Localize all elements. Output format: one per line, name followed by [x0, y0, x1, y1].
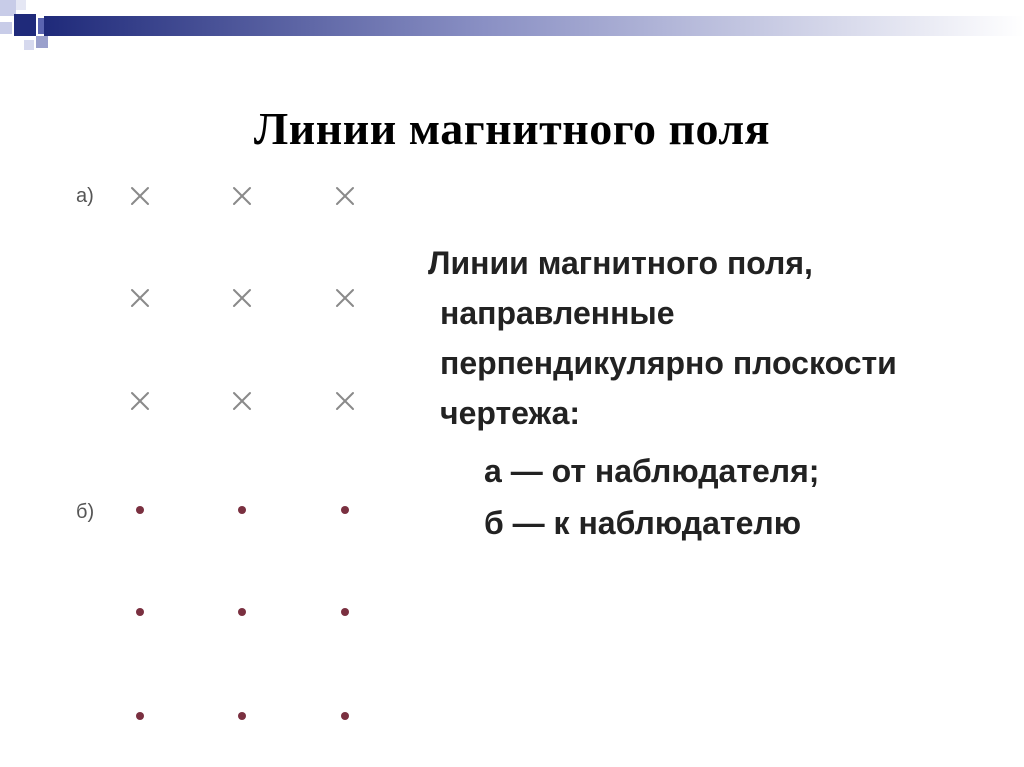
header-decoration	[0, 0, 1024, 60]
deco-square	[0, 22, 12, 34]
body-line: перпендикулярно плоскости	[440, 345, 897, 381]
cross-icon	[132, 290, 148, 306]
body-item-b: б — к наблюдателю	[484, 505, 802, 541]
crosses-grid	[132, 188, 353, 409]
deco-square	[38, 18, 44, 34]
cross-icon	[337, 188, 353, 204]
dot-icon	[136, 712, 144, 720]
cross-icon	[234, 188, 250, 204]
deco-square	[24, 40, 34, 50]
deco-square	[14, 14, 36, 36]
deco-square	[16, 0, 26, 10]
dot-icon	[136, 608, 144, 616]
dot-icon	[238, 506, 246, 514]
slide-title: Линии магнитного поля	[253, 103, 771, 154]
label-a: а)	[76, 185, 94, 207]
cross-icon	[132, 188, 148, 204]
deco-square	[36, 36, 48, 48]
header-bar	[44, 16, 1024, 36]
body-item-a: а — от наблюдателя;	[484, 453, 820, 489]
dots-grid	[136, 506, 349, 720]
body-line: Линии магнитного поля,	[428, 245, 813, 281]
cross-icon	[337, 290, 353, 306]
label-b: б)	[76, 501, 95, 523]
dot-icon	[341, 506, 349, 514]
cross-icon	[337, 393, 353, 409]
dot-icon	[341, 608, 349, 616]
cross-icon	[234, 393, 250, 409]
body-line: чертежа:	[440, 395, 581, 431]
slide-body	[428, 238, 1018, 548]
deco-square	[0, 0, 16, 16]
cross-icon	[234, 290, 250, 306]
field-lines-figure	[60, 170, 390, 740]
body-line: направленные	[440, 295, 675, 331]
dot-icon	[238, 608, 246, 616]
dot-icon	[341, 712, 349, 720]
dot-icon	[136, 506, 144, 514]
cross-icon	[132, 393, 148, 409]
dot-icon	[238, 712, 246, 720]
